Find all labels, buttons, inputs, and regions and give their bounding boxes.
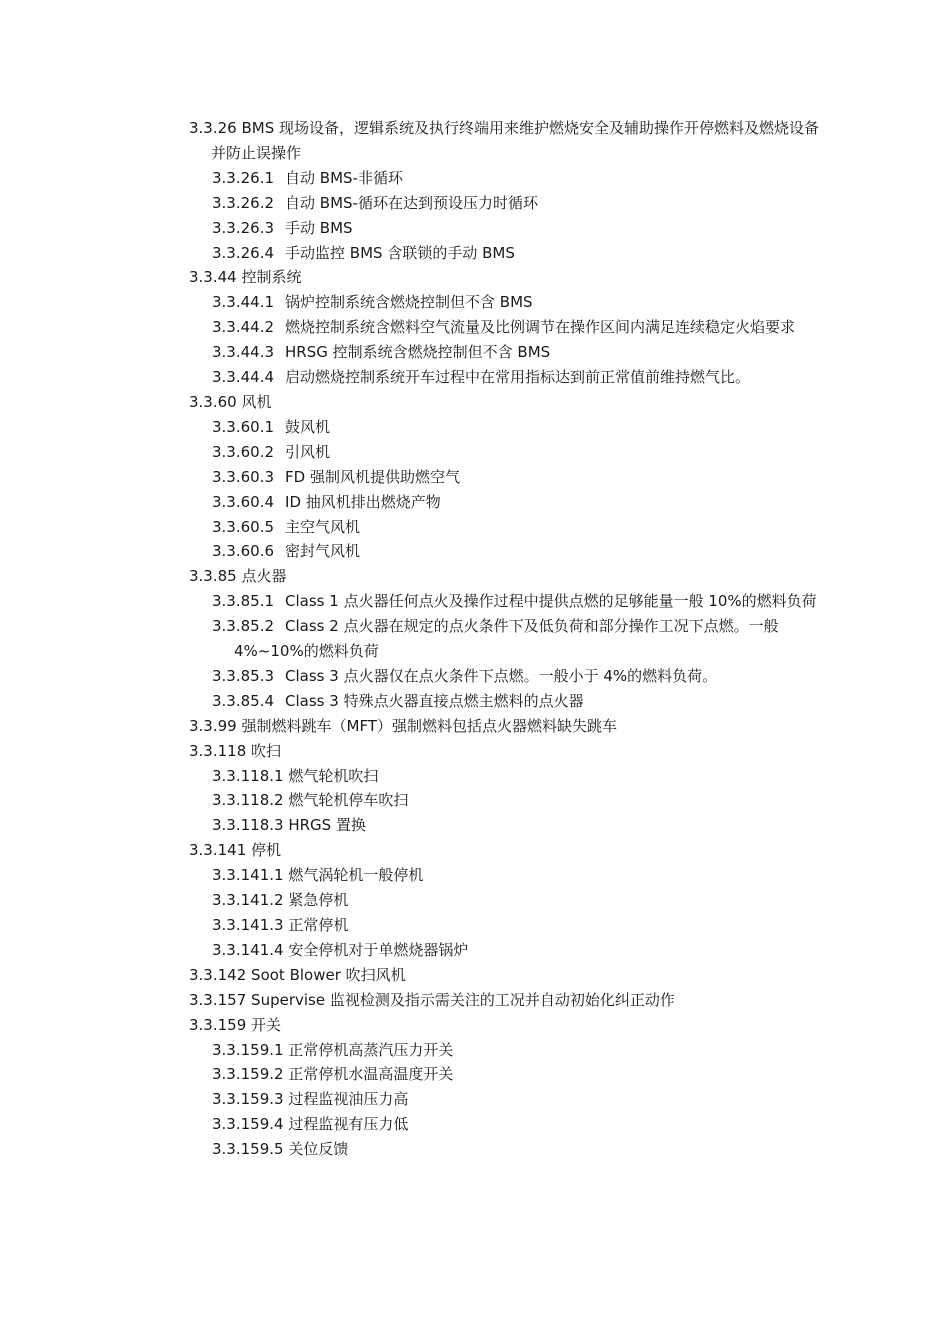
clause-text: Class 1 点火器任何点火及操作过程中提供点燃的足够能量一般 10%的燃料负荷 [285,592,817,611]
clause-text: 锅炉控制系统含燃烧控制但不含 BMS [285,293,533,312]
clause-number: 3.3.26.2 [212,193,275,212]
clause-number: 3.3.85.3 [212,666,275,685]
section-heading [0,739,950,764]
subsection-item [0,664,950,689]
subsection-item [0,465,950,490]
clause-text: 吹扫 [251,741,282,760]
clause-text: 强制燃料跳车（MFT）强制燃料包括点火器燃料缺失跳车 [241,716,617,735]
clause-text: Class 3 特殊点火器直接点燃主燃料的点火器 [285,691,584,710]
clause-number: 3.3.118 [189,741,247,760]
clause-text: 过程监视有压力低 [288,1115,409,1134]
subsection-item [0,315,831,340]
clause-text: Class 3 点火器仅在点火条件下点燃。一般小于 4%的燃料负荷。 [285,666,718,685]
clause-text: Soot Blower 吹扫风机 [251,965,406,984]
subsection-item [0,1087,950,1112]
clause-number: 3.3.44 [189,268,237,287]
clause-number: 3.3.60.1 [212,417,275,436]
clause-text: 主空气风机 [285,517,361,536]
clause-text: 自动 BMS-非循环 [285,168,403,187]
clause-number: 3.3.118.1 [212,766,284,785]
clause-text: 燃气轮机停车吹扫 [288,791,409,810]
clause-number: 3.3.85 [189,567,237,586]
subsection-item [0,539,950,564]
clause-text: 正常停机高蒸汽压力开关 [288,1040,454,1059]
clause-text: ID 抽风机排出燃烧产物 [285,492,441,511]
clause-number: 3.3.141.3 [212,916,284,934]
subsection-item [0,241,950,266]
subsection-item [0,1038,950,1063]
section-heading [0,564,950,589]
subsection-item [0,788,950,813]
clause-text: 正常停机水温高温度开关 [288,1065,454,1084]
clause-number: 3.3.85.1 [212,592,275,611]
clause-number: 3.3.118.3 [212,816,284,835]
clause-number: 3.3.60 [189,392,237,411]
subsection-item [0,1112,950,1137]
clause-number: 3.3.60.6 [212,542,275,561]
clause-text: Supervise 监视检测及指示需关注的工况并自动初始化纠正动作 [251,990,675,1009]
subsection-item [0,1137,950,1162]
subsection-item [0,515,950,540]
clause-text: 开关 [251,1015,282,1034]
subsection-item [0,216,950,241]
subsection-item [0,813,950,838]
clause-number: 3.3.159.1 [212,1040,284,1059]
subsection-item [0,166,950,191]
clause-text: 鼓风机 [285,417,331,436]
clause-text: Class 2 点火器在规定的点火条件下及低负荷和部分操作工况下点燃。一般 4%~10%的燃料负荷 [234,617,779,661]
clause-number: 3.3.60.2 [212,442,275,461]
clause-text: HRSG 控制系统含燃烧控制但不含 BMS [285,343,551,362]
clause-number: 3.3.60.5 [212,517,275,536]
subsection-item [0,614,831,664]
clause-number: 3.3.141.1 [212,866,284,885]
clause-number: 3.3.44.1 [212,293,275,312]
subsection-item [0,589,831,614]
section-heading [0,714,950,739]
clause-text: 燃烧控制系统含燃料空气流量及比例调节在操作区间内满足连续稳定火焰要求 [285,318,796,337]
subsection-item [0,913,950,938]
subsection-item [0,938,950,963]
subsection-item [0,365,950,390]
clause-text: 燃气涡轮机一般停机 [288,866,424,885]
clause-text: 点火器 [241,567,287,586]
clause-number: 3.3.44.4 [212,368,275,387]
section-heading [0,265,950,290]
clause-number: 3.3.99 [189,716,237,735]
clause-number: 3.3.142 [189,965,247,984]
subsection-item [0,490,950,515]
clause-text: 紧急停机 [288,891,349,910]
clause-text: 引风机 [285,442,331,461]
clause-text: HRGS 置换 [288,816,366,835]
clause-number: 3.3.159 [189,1015,247,1034]
clause-text: 燃气轮机吹扫 [288,766,379,785]
clause-text: 密封气风机 [285,542,361,561]
clause-number: 3.3.60.4 [212,492,275,511]
clause-number: 3.3.141 [189,841,247,860]
clause-number: 3.3.141.2 [212,891,284,910]
subsection-item [0,415,950,440]
clause-text: 控制系统 [241,268,302,287]
subsection-item [0,340,950,365]
subsection-item [0,191,950,216]
subsection-item [0,888,950,913]
section-heading [0,390,950,415]
clause-number: 3.3.157 [189,990,247,1009]
clause-text: 关位反馈 [288,1140,349,1159]
clause-number: 3.3.159.3 [212,1090,284,1109]
section-heading [0,1013,950,1038]
clause-number: 3.3.26.1 [212,168,275,187]
clause-number: 3.3.159.2 [212,1065,284,1084]
document-body [0,116,950,1162]
section-heading [0,963,950,988]
subsection-item [0,863,950,888]
clause-text: BMS 现场设备，逻辑系统及执行终端用来维护燃烧安全及辅助操作开停燃料及燃烧设备并防止误操作 [211,119,820,162]
clause-number: 3.3.26 [189,119,237,137]
clause-number: 3.3.44.3 [212,343,275,362]
subsection-item [0,290,950,315]
clause-number: 3.3.85.4 [212,691,275,710]
subsection-item [0,440,950,465]
clause-number: 3.3.26.3 [212,218,275,237]
clause-text: 启动燃烧控制系统开车过程中在常用指标达到前正常值前维持燃气比。 [285,368,751,387]
clause-text: 手动 BMS [285,218,353,237]
subsection-item [0,1062,950,1087]
clause-number: 3.3.85.2 [212,617,275,636]
clause-text: 安全停机对于单燃烧器锅炉 [288,940,469,959]
subsection-item [0,689,950,714]
clause-text: 风机 [241,392,272,411]
section-heading [0,838,950,863]
section-heading [0,116,831,166]
clause-number: 3.3.44.2 [212,318,275,337]
clause-text: 正常停机 [288,916,349,934]
clause-text: 过程监视油压力高 [288,1090,409,1109]
clause-text: FD 强制风机提供助燃空气 [285,467,460,486]
clause-number: 3.3.60.3 [212,467,275,486]
subsection-item [0,764,950,789]
clause-text: 停机 [251,841,282,860]
clause-number: 3.3.159.4 [212,1115,284,1134]
clause-text: 自动 BMS-循环在达到预设压力时循环 [285,193,538,212]
clause-number: 3.3.141.4 [212,940,284,959]
section-heading [0,988,950,1013]
clause-text: 手动监控 BMS 含联锁的手动 BMS [285,243,515,262]
clause-number: 3.3.118.2 [212,791,284,810]
clause-number: 3.3.26.4 [212,243,275,262]
clause-number: 3.3.159.5 [212,1140,284,1159]
